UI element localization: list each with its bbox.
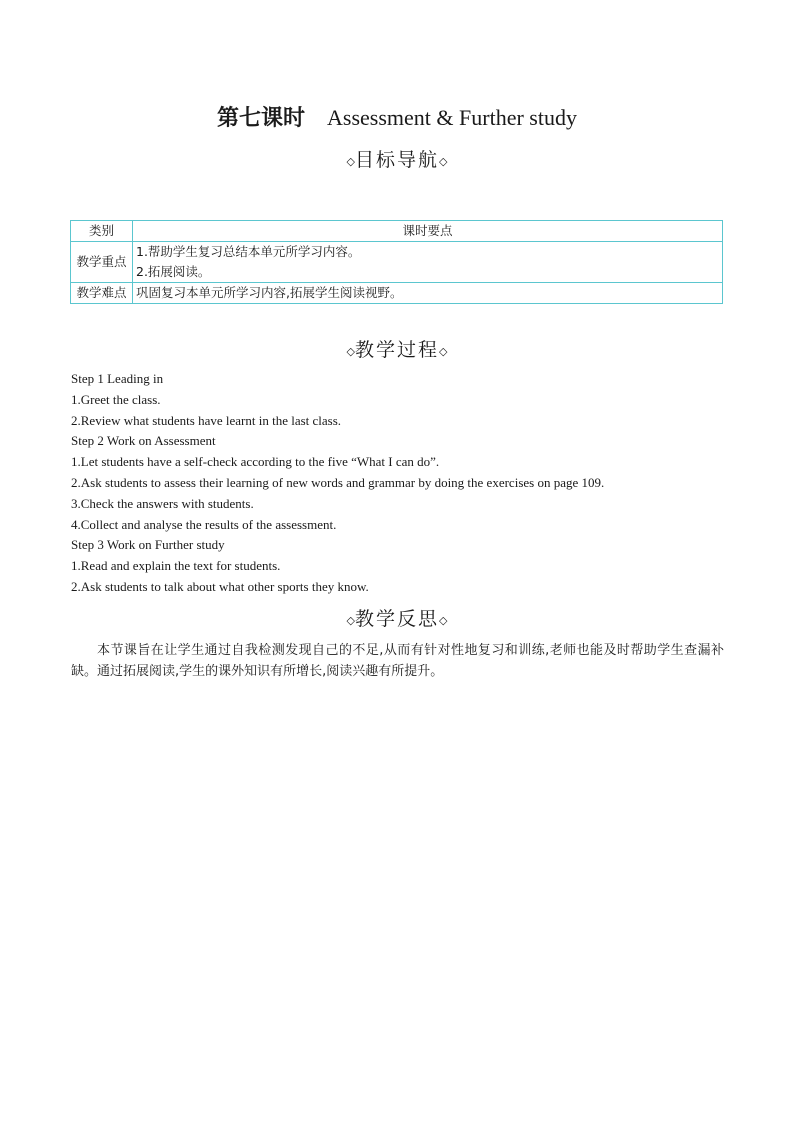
diamond-icon: ◇ [439, 614, 448, 627]
table-header-row [71, 221, 723, 242]
table-header-points: 课时要点 [133, 221, 723, 242]
table-header-category: 类别 [71, 221, 133, 242]
diamond-icon: ◇ [346, 155, 355, 168]
table-row [71, 242, 723, 283]
diamond-icon: ◇ [346, 345, 355, 358]
table-cell-category: 教学重点 [71, 242, 133, 283]
step-line: 1.Read and explain the text for students. [71, 558, 281, 574]
goal-table [70, 220, 723, 304]
step-line: 1.Let students have a self-check according to the five “What I can do”. [71, 454, 440, 470]
step-line: 3.Check the answers with students. [71, 495, 254, 511]
table-row [71, 283, 723, 304]
section-heading-goal [0, 147, 794, 175]
lesson-topic: Assessment & Further study [327, 105, 577, 130]
step-line: Step 2 Work on Assessment [71, 433, 216, 449]
section-heading-reflect [0, 606, 794, 634]
table-cell-line: 1.帮助学生复习总结本单元所学习内容。 [136, 244, 361, 259]
diamond-icon: ◇ [439, 345, 448, 358]
section-heading-reflect-text: 教学反思 [354, 608, 439, 630]
section-heading-process-text: 教学过程 [354, 339, 439, 361]
table-cell-points [133, 283, 723, 304]
reflection-paragraph: 本节课旨在让学生通过自我检测发现自己的不足,从而有针对性地复习和训练,老师也能及时帮助学生查漏补缺。通过拓展阅读,学生的课外知识有所增长,阅读兴趣有所提升。 [71, 643, 724, 679]
step-line: 2.Ask students to assess their learning of new words and grammar by doing the exercises on page 109. [71, 474, 605, 490]
step-line: 2.Review what students have learnt in the last class. [71, 412, 342, 428]
diamond-icon: ◇ [439, 155, 448, 168]
step-line: 1.Greet the class. [71, 391, 161, 407]
table-cell-line: 巩固复习本单元所学习内容,拓展学生阅读视野。 [136, 285, 403, 300]
diamond-icon: ◇ [346, 614, 355, 627]
page-title [0, 102, 794, 135]
step-line: Step 3 Work on Further study [71, 537, 225, 553]
step-line: 2.Ask students to talk about what other sports they know. [71, 578, 369, 594]
section-heading-goal-text: 目标导航 [354, 149, 439, 171]
lesson-number: 第七课时 [217, 106, 306, 131]
table-cell-points [133, 242, 723, 283]
process-steps [71, 369, 731, 598]
step-line: Step 1 Leading in [71, 371, 164, 386]
table-cell-line: 2.拓展阅读。 [136, 264, 211, 279]
table-cell-category: 教学难点 [71, 283, 133, 304]
step-line: 4.Collect and analyse the results of the assessment. [71, 516, 337, 532]
section-heading-process [0, 337, 794, 365]
